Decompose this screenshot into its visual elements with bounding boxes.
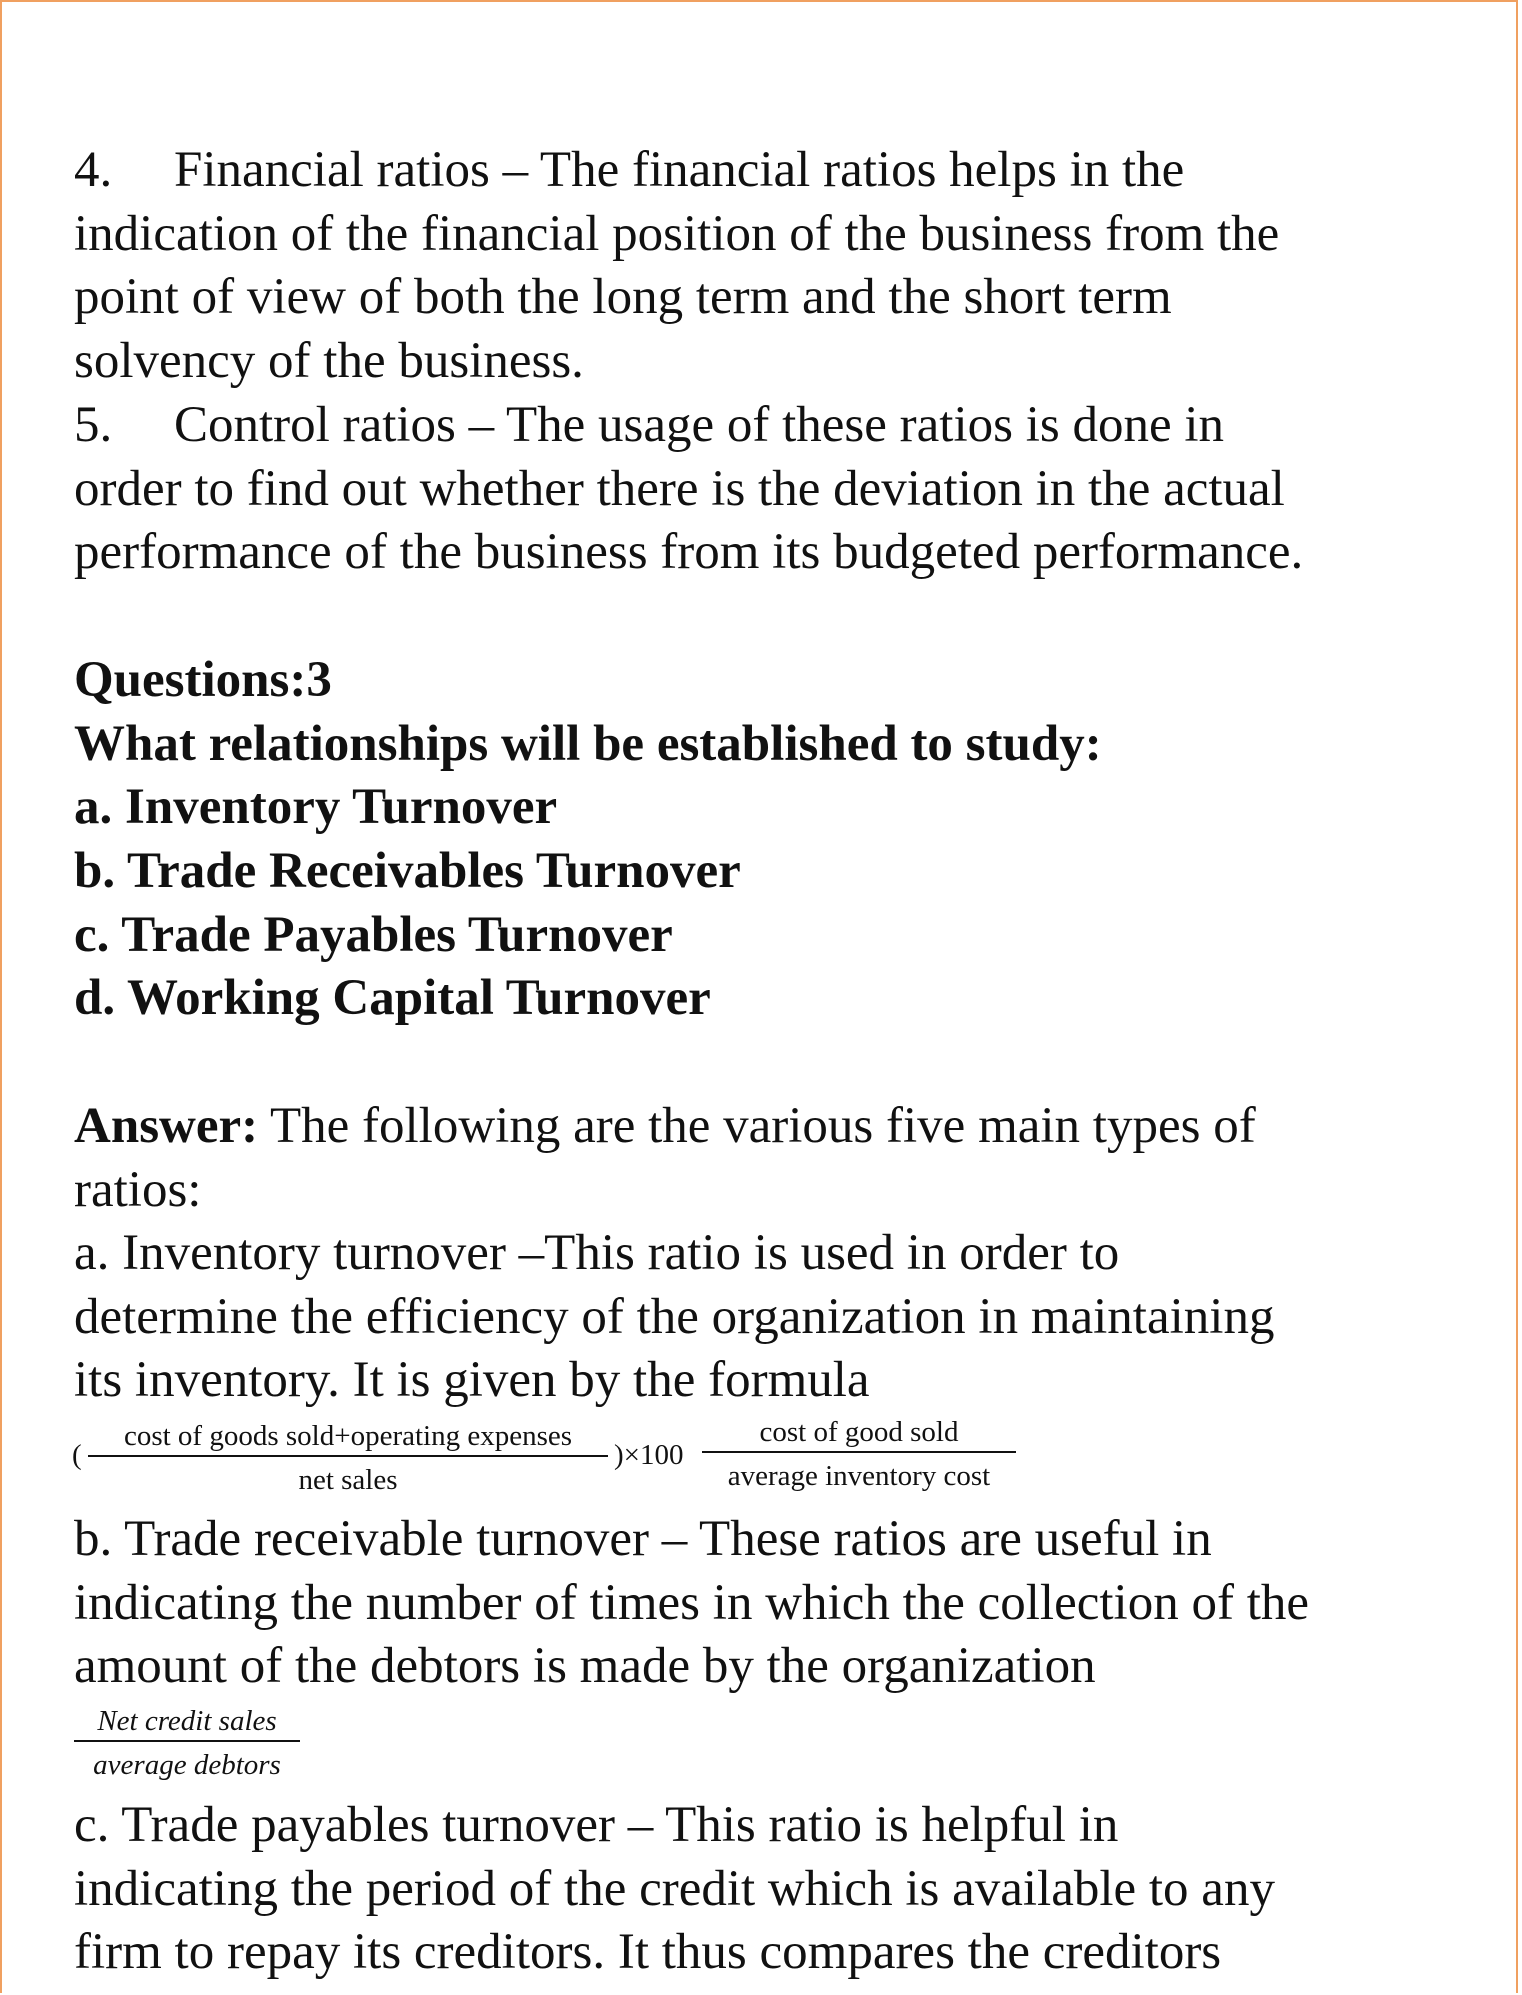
point-4-line-3: point of view of both the long term and the short term	[74, 269, 1172, 325]
point-5-text: Control ratios – The usage of these ratios is done in	[174, 397, 1225, 453]
formula-inventory-2-denominator: average inventory cost	[727, 1460, 991, 1492]
answer-b-line-2: indicating the number of times in which the collection of the	[74, 1575, 1310, 1631]
answer-intro-cont: ratios:	[74, 1162, 202, 1218]
formula-inventory-1-numerator: cost of goods sold+operating expenses	[88, 1419, 608, 1457]
point-4-line-2: indication of the financial position of the business from the	[74, 206, 1280, 262]
formula-inventory-2	[702, 1415, 1016, 1493]
point-5-number: 5.	[74, 397, 113, 453]
point-4-number: 4.	[74, 142, 113, 198]
answer-intro-text: The following are the various five main types of	[258, 1098, 1256, 1154]
question-item-d: d. Working Capital Turnover	[74, 970, 711, 1026]
formula-open-paren: (	[72, 1439, 82, 1471]
formula-inventory-1	[88, 1419, 608, 1497]
answer-c-line-2: indicating the period of the credit which is available to any	[74, 1861, 1275, 1917]
answer-label: Answer:	[74, 1098, 259, 1154]
point-4-line-1	[74, 138, 1184, 202]
answer-c-line-3: firm to repay its creditors. It thus compares the creditors	[74, 1924, 1222, 1980]
formula-receivables-numerator: Net credit sales	[74, 1704, 300, 1742]
answer-c-line-1: c. Trade payables turnover – This ratio is helpful in	[74, 1797, 1119, 1853]
question-prompt: What relationships will be established to study:	[74, 716, 1102, 772]
question-item-a: a. Inventory Turnover	[74, 779, 558, 835]
point-4-text: Financial ratios – The financial ratios helps in the	[174, 142, 1185, 198]
answer-intro	[74, 1094, 1256, 1158]
answer-a-line-2: determine the efficiency of the organization in maintaining	[74, 1289, 1275, 1345]
formula-receivables	[74, 1704, 300, 1782]
point-5-line-1	[74, 393, 1224, 457]
point-5-line-2: order to find out whether there is the deviation in the actual	[74, 461, 1285, 517]
formula-close-times-100: )×100	[614, 1439, 684, 1471]
formula-inventory-2-numerator: cost of good sold	[702, 1415, 1016, 1453]
question-heading: Questions:3	[74, 652, 332, 708]
point-4-line-4: solvency of the business.	[74, 333, 584, 389]
question-item-c: c. Trade Payables Turnover	[74, 907, 673, 963]
point-5-line-3: performance of the business from its budgeted performance.	[74, 524, 1304, 580]
formula-inventory-1-denominator: net sales	[298, 1464, 398, 1496]
answer-a-line-1: a. Inventory turnover –This ratio is used in order to	[74, 1225, 1120, 1281]
answer-b-line-3: amount of the debtors is made by the organization	[74, 1638, 1096, 1694]
formula-receivables-denominator: average debtors	[93, 1749, 281, 1781]
answer-b-line-1: b. Trade receivable turnover – These ratios are useful in	[74, 1511, 1212, 1567]
answer-a-line-3: its inventory. It is given by the formula	[74, 1352, 870, 1408]
question-item-b: b. Trade Receivables Turnover	[74, 843, 741, 899]
